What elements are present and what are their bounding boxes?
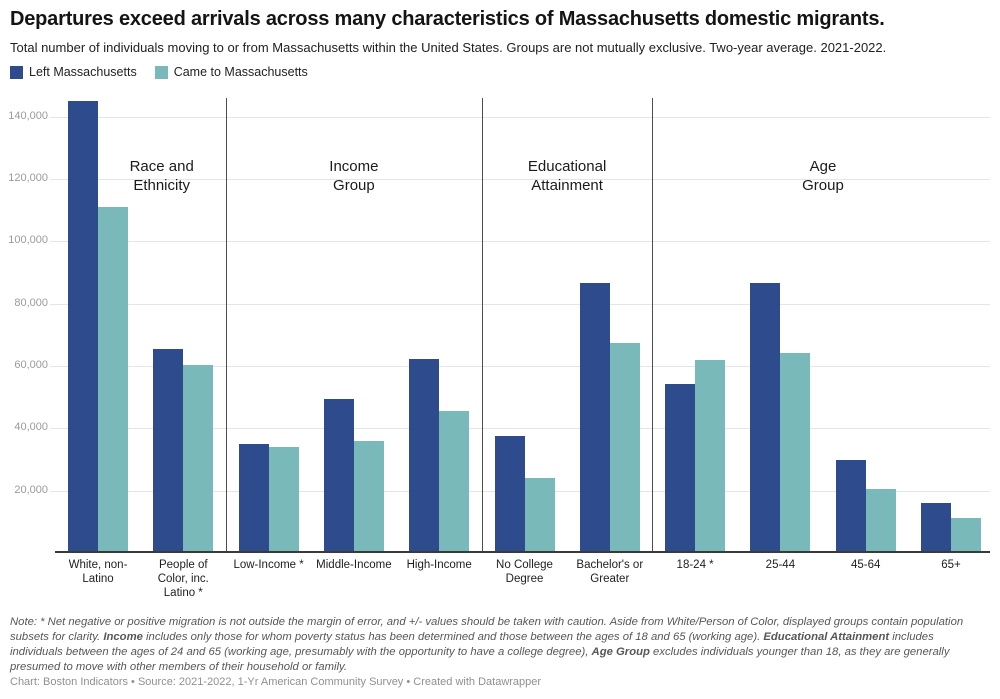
- bar-came-to-massachusetts: [780, 353, 810, 552]
- group-label-line: Group: [333, 177, 375, 194]
- note-segment: includes only those for whom poverty status has been determined and those between the ages of 18 and 65 (working age).: [142, 631, 764, 643]
- x-axis-category-label-line: 25-44: [765, 559, 796, 571]
- bar-left-massachusetts: [665, 384, 695, 552]
- legend: [10, 65, 308, 79]
- x-axis-category-label-line: High-Income: [406, 559, 472, 571]
- bar-came-to-massachusetts: [610, 343, 640, 551]
- x-axis-category-label-line: Low-Income *: [233, 559, 304, 571]
- x-axis-category-label-line: White, non-: [68, 559, 128, 571]
- note-segment: Note: * Net negative or positive migration is not outside the margin of error, and +/- values should be taken with caution. Aside from White/Person of Color, displayed groups contain population subsets for clarity.: [10, 616, 964, 643]
- group-label-line: Group: [802, 177, 844, 194]
- note-segment: includes individuals between the ages of 24 and 65 (working age, presumably with the opportunity to have a college degree),: [10, 631, 934, 658]
- bar-came-to-massachusetts: [866, 489, 896, 551]
- x-axis-category-label-line: Middle-Income: [316, 559, 392, 571]
- x-axis-category-label-line: Color, inc.: [157, 573, 209, 585]
- group-label-line: Age: [809, 158, 837, 175]
- x-axis-category-label: [886, 558, 1000, 572]
- legend-swatch-came-to-massachusetts: [155, 66, 168, 79]
- bar-came-to-massachusetts: [269, 447, 299, 551]
- bar-came-to-massachusetts: [525, 478, 555, 551]
- note-bold-segment: Income: [103, 631, 143, 643]
- x-axis-baseline: [55, 551, 990, 553]
- bar-left-massachusetts: [239, 444, 269, 551]
- x-axis-category-label-line: 65+: [941, 559, 961, 571]
- y-gridline: [50, 304, 990, 305]
- x-axis-category-label-line: 45-64: [850, 559, 881, 571]
- note-text: [10, 615, 988, 675]
- group-label-line: Race and: [129, 158, 194, 175]
- note-segment: excludes individuals younger than 18, as they are generally presumed to move with other members of their household or family.: [10, 646, 950, 673]
- bar-left-massachusetts: [495, 436, 525, 551]
- bar-left-massachusetts: [324, 399, 354, 551]
- y-gridline: [50, 241, 990, 242]
- bar-came-to-massachusetts: [98, 207, 128, 551]
- bar-came-to-massachusetts: [695, 360, 725, 551]
- y-axis-tick-label: 60,000: [14, 359, 48, 372]
- bar-left-massachusetts: [409, 359, 439, 551]
- group-label: [457, 157, 677, 195]
- y-axis-tick-label: 140,000: [8, 109, 48, 122]
- y-axis-tick-label: 40,000: [14, 421, 48, 434]
- x-axis-category-label-line: People of: [158, 559, 208, 571]
- bar-came-to-massachusetts: [439, 411, 469, 551]
- chart-title: Departures exceed arrivals across many characteristics of Massachusetts domestic migrants.: [10, 8, 885, 30]
- group-label: [713, 157, 933, 195]
- y-axis-tick-label: 120,000: [8, 172, 48, 185]
- note-bold-segment: Age Group: [591, 646, 650, 658]
- x-axis-category-label-line: Greater: [590, 573, 630, 585]
- legend-label-came-to-massachusetts: Came to Massachusetts: [173, 65, 308, 79]
- x-axis-category-label-line: 18-24 *: [676, 559, 714, 571]
- x-axis-category-label-line: Degree: [505, 573, 544, 585]
- x-axis-category-label-line: No College: [496, 559, 553, 571]
- bar-left-massachusetts: [750, 283, 780, 551]
- bar-left-massachusetts: [836, 460, 866, 552]
- group-label-line: Income: [329, 158, 379, 175]
- y-axis-tick-label: 100,000: [8, 234, 48, 247]
- legend-item-came-to-massachusetts: [155, 65, 308, 79]
- x-axis-category-label-line: Bachelor's or: [576, 559, 644, 571]
- note-bold-segment: Educational Attainment: [763, 631, 890, 643]
- bar-left-massachusetts: [153, 349, 183, 551]
- credit-line: Chart: Boston Indicators • Source: 2021-2022, 1-Yr American Community Survey • Created with Datawrapper: [10, 676, 542, 688]
- legend-item-left-massachusetts: [10, 65, 137, 79]
- group-label-line: Attainment: [531, 177, 603, 194]
- bar-left-massachusetts: [580, 283, 610, 551]
- group-label: [244, 157, 464, 195]
- chart-subtitle: Total number of individuals moving to or from Massachusetts within the United States. Groups are not mutually exclusive. Two-year average. 2021-2022.: [10, 40, 887, 55]
- bar-left-massachusetts: [921, 503, 951, 551]
- group-label-line: Educational: [527, 158, 607, 175]
- y-axis: [0, 95, 48, 553]
- bar-came-to-massachusetts: [183, 365, 213, 551]
- legend-label-left-massachusetts: Left Massachusetts: [29, 65, 137, 79]
- y-axis-tick-label: 80,000: [14, 296, 48, 309]
- x-axis-category-label-line: Latino: [82, 573, 114, 585]
- y-gridline: [50, 117, 990, 118]
- group-label-line: Ethnicity: [133, 177, 191, 194]
- bar-came-to-massachusetts: [951, 518, 981, 551]
- legend-swatch-left-massachusetts: [10, 66, 23, 79]
- bar-came-to-massachusetts: [354, 441, 384, 551]
- x-axis-category-label-line: Latino *: [163, 587, 203, 599]
- plot-area: [55, 95, 990, 553]
- group-label: [52, 157, 272, 195]
- y-axis-tick-label: 20,000: [14, 483, 48, 496]
